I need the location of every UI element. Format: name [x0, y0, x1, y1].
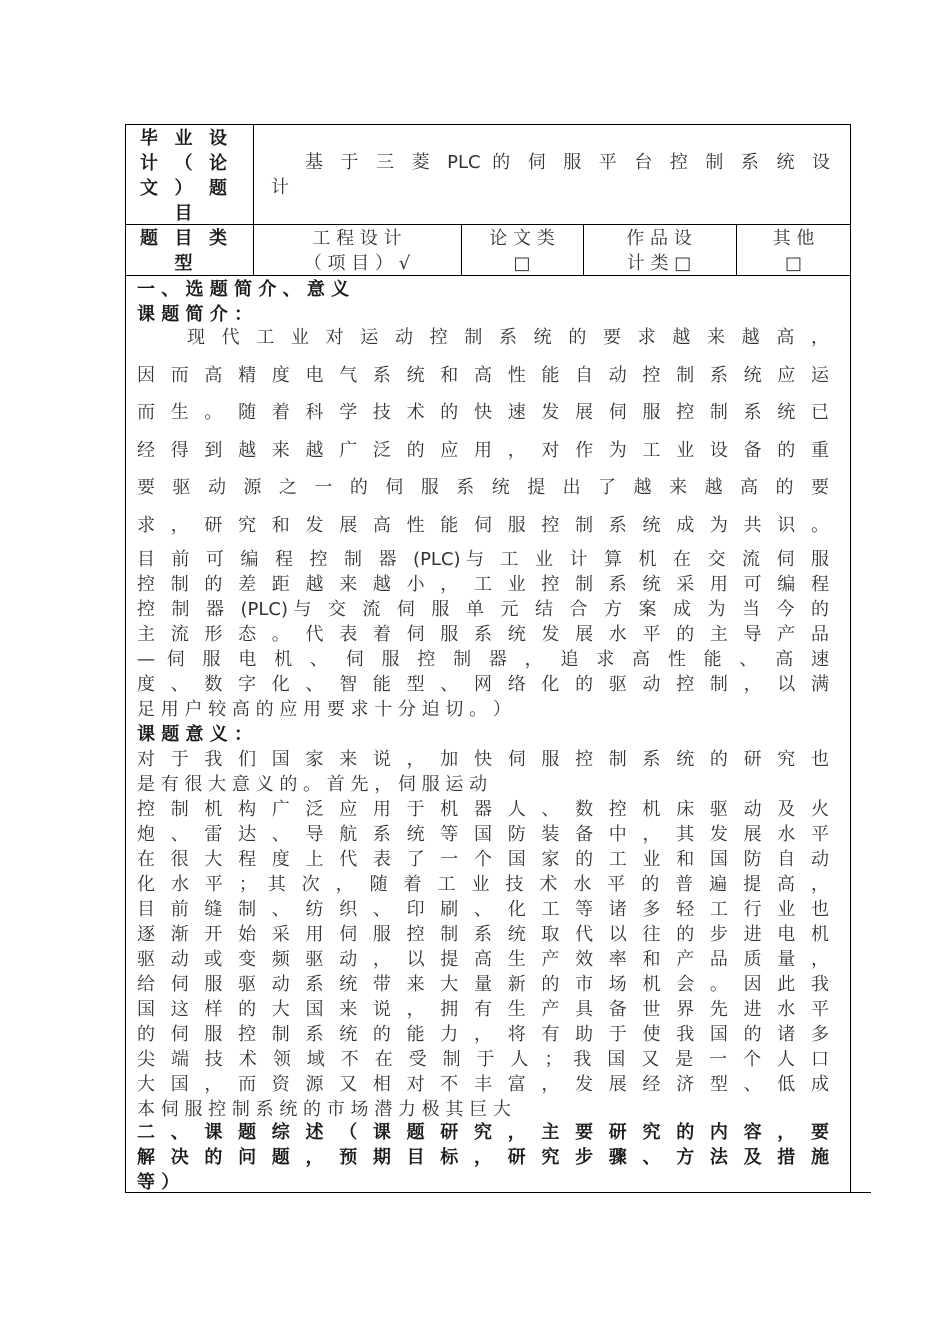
row-divider-title	[126, 224, 850, 225]
topic-meaning-heading: 课 题 意 义 ：	[137, 724, 253, 745]
topic-intro-paragraph: 现 代 工 业 对 运 动 控 制 系 统 的 要 求 越 来 越 高 ， 因 而 高 精 度 电 气 系 统 和 高 性 能 自 动 控 制 系 统 应 运 而 生 。 随 着 科 学 技 术 的 快 速 发 展 伺 服 控 制 系 统 已 经 得 到 越 来 越 广 泛 的 应 用 ， 对 作 为 工 业 设 备 的 重 要 驱 动 源 之 一 的 伺 服 系 统 提 出 了 越 来 越 高 的 要 求 ， 研 究 和 发 展 高 性 能 伺 服 控 制 系 统 成 为 共 识 。	[137, 327, 829, 536]
type-option-other[interactable]: 其 他 □	[772, 228, 815, 274]
section2-heading: 二 、 课 题 综 述 （ 课 题 研 究 ， 主 要 研 究 的 内 容 ， 要 解 决 的 问 题 ， 预 期 目 标 ， 研 究 步 骤 、 方 法 及 措 施 等 ）	[137, 1122, 829, 1193]
type-option-work[interactable]: 作 品 设 计 类 □	[626, 228, 692, 274]
thesis-title-value: 基 于 三 菱 PLC 的 伺 服 平 台 控 制 系 统 设 计	[271, 152, 830, 198]
topic-intro-continued: 目 前 可 编 程 控 制 器 (PLC)与 工 业 计 算 机 在 交 流 伺 服 控 制 的 差 距 越 来 越 小 ， 工 业 控 制 系 统 采 用 可 编 程 控 制 器 (PLC)与 交 流 伺 服 单 元 结 合 方 案 成 为 当 今 的 主 流 形 态 。 代 表 着 伺 服 系 统 发 展 水 平 的 主 导 产 品 — 伺 服 电 机 、 伺 服 控 制 器 ， 追 求 高 性 能 、 高 速 度 、 数 字 化 、 智 能 型 、 网 络 化 的 驱 动 控 制 ， 以 满 足 用 户 较 高 的 应 用 要 求 十 分 迫 切 。 ）	[137, 549, 829, 720]
thesis-type-label: 题 目 类 型	[140, 228, 227, 274]
topic-meaning-paragraph: 对 于 我 们 国 家 来 说 ， 加 快 伺 服 控 制 系 统 的 研 究 也 是 有 很 大 意 义 的 。 首 先 ， 伺 服 运 动 控 制 机 构 广 泛 应 用 于 机 器 人 、 数 控 机 床 驱 动 及 火 炮 、 雷 达 、 导 航 系 统 等 国 防 装 备 中 ， 其 发 展 水 平 在 很 大 程 度 上 代 表 了 一 个 国 家 的 工 业 和 国 防 自 动 化 水 平 ； 其 次 ， 随 着 工 业 技 术 水 平 的 普 遍 提 高 ， 目 前 缝 制 、 纺 织 、 印 刷 、 化 工 等 诸 多 轻 工 行 业 也 逐 渐 开 始 采 用 伺 服 控 制 系 统 取 代 以 往 的 步 进 电 机 驱 动 或 变 频 驱 动 ， 以 提 高 生 产 效 率 和 产 品 质 量 ， 给 伺 服 驱 动 系 统 带 来 大 量 新 的 市 场 机 会 。 因 此 我 国 这 样 的 大 国 来 说 ， 拥 有 生 产 具 备 世 界 先 进 水 平 的 伺 服 控 制 系 统 的 能 力 ， 将 有 助 于 使 我 国 的 诸 多 尖 端 技 术 领 域 不 在 受 制 于 人 ； 我 国 又 是 一 个 人 口 大 国 ， 而 资 源 又 相 对 不 丰 富 ， 发 展 经 济 型 、 低 成 本 伺 服 控 制 系 统 的 市 场 潜 力 极 其 巨 大	[137, 749, 829, 1120]
type-option-paper[interactable]: 论 文 类 □	[489, 228, 555, 274]
thesis-title-label: 毕 业 设 计 （ 论 文 ） 题 目	[140, 128, 227, 224]
table-bottom-extension	[851, 1192, 871, 1193]
section1-heading: 一 、 选 题 简 介 、 意 义 课 题 简 介 ：	[137, 279, 350, 325]
type-option-engineering[interactable]: 工 程 设 计 （ 项 目 ） √	[303, 228, 411, 274]
